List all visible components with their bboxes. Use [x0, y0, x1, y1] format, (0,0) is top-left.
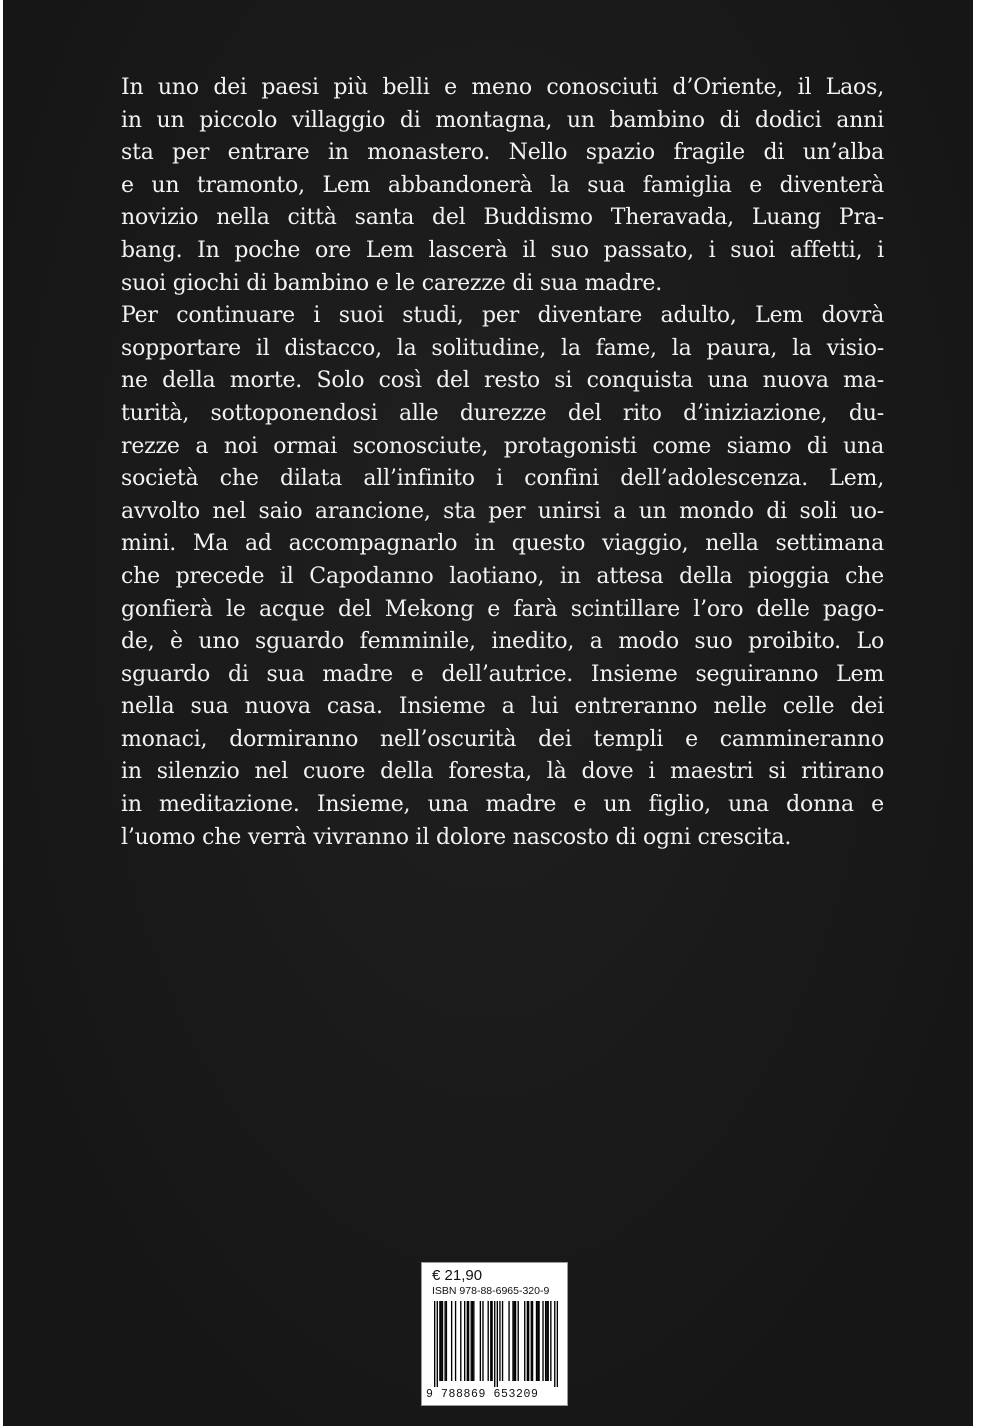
barcode-bar [439, 1301, 440, 1381]
blurb-line: turità, sottoponendosi alle durezze del rito d’iniziazione, du- [121, 400, 884, 426]
barcode-bar [548, 1301, 549, 1381]
barcode-bar [467, 1301, 468, 1381]
barcode-bar [488, 1301, 489, 1381]
blurb-line: de, è uno sguardo femminile, inedito, a modo suo proibito. Lo [121, 629, 884, 655]
barcode-digits: 9 788869 653209 [426, 1388, 539, 1401]
barcode-label [421, 1262, 568, 1406]
blurb-line: rezze a noi ormai sconosciute, protagonisti come siamo di una [121, 433, 884, 459]
barcode-bar [468, 1301, 469, 1381]
barcode-bar [464, 1301, 465, 1381]
barcode-bar [546, 1301, 547, 1381]
barcode-bar [490, 1301, 491, 1381]
barcode-bar [497, 1301, 498, 1387]
barcode-bar [515, 1301, 516, 1381]
blurb-line: nella sua nuova casa. Insieme a lui entreranno nelle celle dei [121, 694, 884, 720]
barcode-bar [508, 1301, 509, 1381]
barcode-bar [482, 1301, 483, 1381]
barcode-bar [455, 1301, 456, 1381]
blurb-line: che precede il Capodanno laotiano, in attesa della pioggia che [121, 563, 884, 589]
barcode-bar [537, 1301, 538, 1381]
blurb-line: avvolto nel saio arancione, sta per unirsi a un mondo di soli uo- [121, 498, 884, 524]
barcode-bar [480, 1301, 481, 1381]
barcode-bar [451, 1301, 452, 1381]
barcode-bar [460, 1301, 461, 1381]
barcode-bar [473, 1301, 474, 1381]
barcode-bar [514, 1301, 515, 1381]
blurb-line: In uno dei paesi più belli e meno conosciuti d’Oriente, il Laos, [121, 75, 884, 100]
barcode-bar [557, 1301, 558, 1387]
blurb-line: sta per entrare in monastero. Nello spazio fragile di un’alba [121, 140, 884, 166]
barcode-bar [437, 1301, 438, 1387]
barcode-bar [528, 1301, 529, 1381]
barcode-bar [442, 1301, 443, 1381]
blurb-line: e un tramonto, Lem abbandonerà la sua famiglia e diventerà [121, 172, 884, 198]
barcode-bar [502, 1301, 503, 1381]
barcode-bar [538, 1301, 539, 1381]
barcode-bar [531, 1301, 532, 1381]
barcode-bar [536, 1301, 537, 1381]
barcode-bar [434, 1301, 435, 1387]
barcode-bar [524, 1301, 525, 1381]
barcode-bar [550, 1301, 551, 1381]
barcode-bar [545, 1301, 546, 1381]
blurb-line: novizio nella città santa del Buddismo Theravada, Luang Pra- [121, 205, 884, 231]
barcode-bar [527, 1301, 528, 1381]
barcode-bar [444, 1301, 445, 1381]
barcode-bar [491, 1301, 492, 1381]
barcode-bar [494, 1301, 495, 1387]
blurb-line: Per continuare i suoi studi, per diventare adulto, Lem dovrà [121, 303, 884, 329]
blurb-text [121, 72, 884, 854]
barcode-bar [471, 1301, 472, 1381]
barcode-bar [554, 1301, 555, 1387]
barcode-bars [434, 1301, 558, 1387]
blurb-line: sguardo di sua madre e dell’autrice. Insieme seguiranno Lem [121, 661, 884, 687]
blurb-line: bang. In poche ore Lem lascerà il suo passato, i suoi affetti, i [121, 237, 884, 263]
price-label: € 21,90 [432, 1267, 483, 1284]
isbn-label: ISBN 978-88-6965-320-9 [432, 1285, 550, 1297]
blurb-line: società che dilata all’infinito i confini dell’adolescenza. Lem, [121, 466, 884, 492]
blurb-line: l’uomo che verrà vivranno il dolore nascosto di ogni crescita. [121, 824, 792, 850]
blurb-line: mini. Ma ad accompagnarlo in questo viaggio, nella settimana [121, 531, 884, 557]
barcode-bar [512, 1301, 513, 1381]
barcode-bar [499, 1301, 500, 1381]
blurb-line: sopportare il distacco, la solitudine, la fame, la paura, la visio- [121, 335, 884, 361]
barcode-bar [532, 1301, 533, 1381]
blurb-line: in meditazione. Insieme, una madre e un figlio, una donna e [121, 792, 884, 818]
barcode-bar [542, 1301, 543, 1381]
blurb-line: suoi giochi di bambino e le carezze di sua madre. [121, 270, 663, 296]
barcode-bar [446, 1301, 447, 1381]
blurb-line: in un piccolo villaggio di montagna, un bambino di dodici anni [121, 107, 884, 133]
blurb-line: in silenzio nel cuore della foresta, là dove i maestri si ritirano [121, 759, 884, 785]
barcode-bar [472, 1301, 473, 1381]
blurb-line: monaci, dormiranno nell’oscurità dei templi e cammineranno [121, 726, 884, 752]
barcode-bar [441, 1301, 442, 1381]
blurb-line: ne della morte. Solo così del resto si conquista una nuova ma- [121, 368, 884, 394]
blurb-line: gonfierà le acque del Mekong e farà scintillare l’oro delle pago- [121, 596, 884, 622]
barcode-bar [518, 1301, 519, 1381]
back-cover [3, 0, 973, 1426]
